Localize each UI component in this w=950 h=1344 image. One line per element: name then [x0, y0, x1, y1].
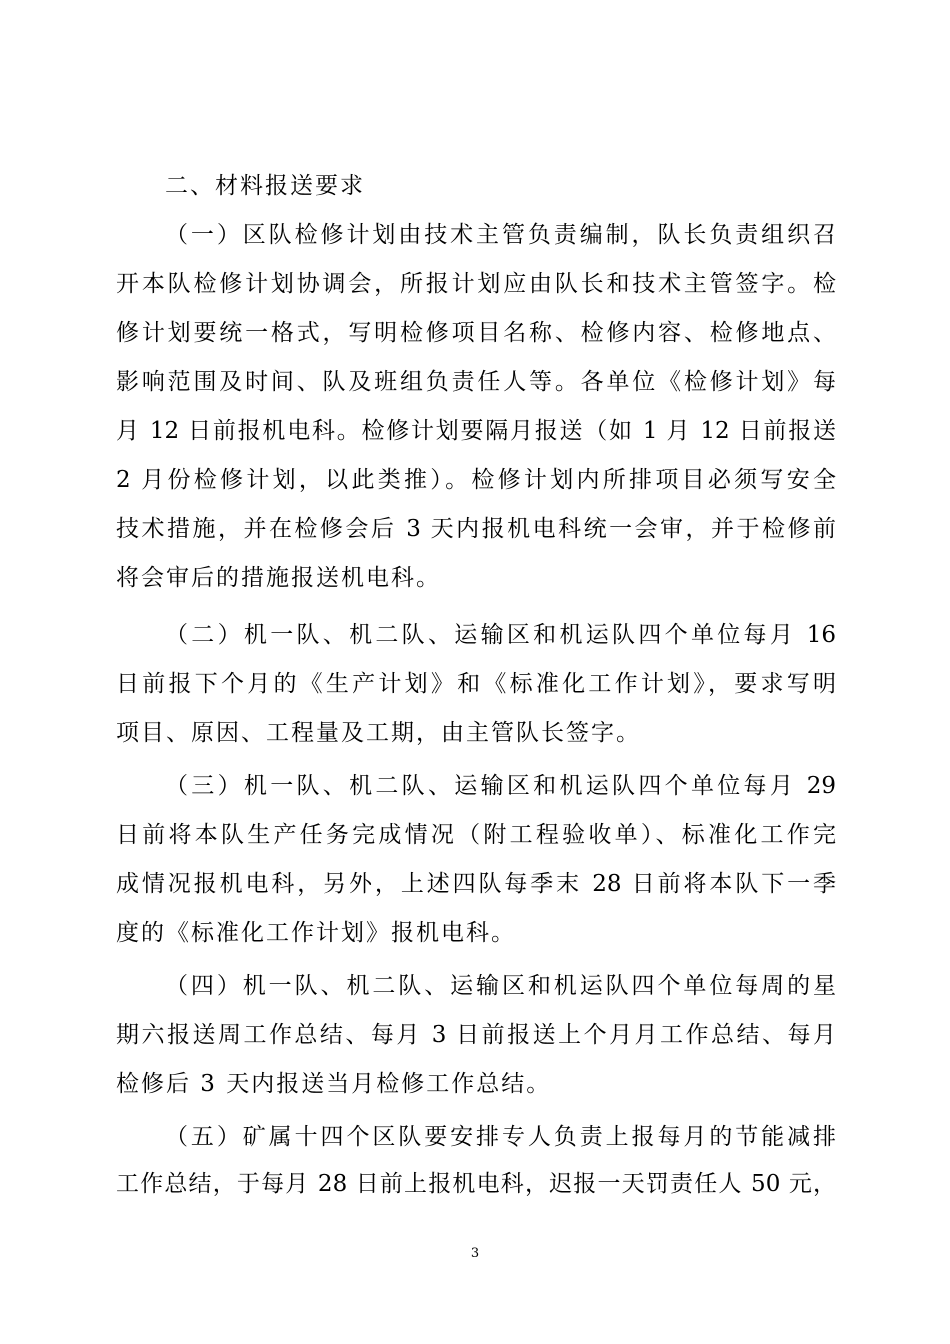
paragraph-1-line-5: 月 12 日前报机电科。检修计划要隔月报送（如 1 月 12 日前报送 [116, 418, 836, 444]
paragraph-1-line-1: （一）区队检修计划由技术主管负责编制，队长负责组织召 [165, 222, 836, 248]
paragraph-2-line-2: 日前报下个月的《生产计划》和《标准化工作计划》，要求写明 [116, 671, 836, 697]
paragraph-2-line-1: （二）机一队、机二队、运输区和机运队四个单位每月 16 [165, 622, 836, 648]
paragraph-1-line-7: 技术措施，并在检修会后 3 天内报机电科统一会审，并于检修前 [116, 516, 836, 542]
paragraph-3-line-2: 日前将本队生产任务完成情况（附工程验收单）、标准化工作完 [116, 822, 836, 848]
paragraph-1-line-8: 将会审后的措施报送机电科。 [116, 565, 441, 591]
paragraph-3-line-3: 成情况报机电科，另外，上述四队每季末 28 日前将本队下一季 [116, 871, 836, 897]
paragraph-1-line-4: 影响范围及时间、队及班组负责任人等。各单位《检修计划》每 [116, 369, 836, 395]
paragraph-4-line-3: 检修后 3 天内报送当月检修工作总结。 [116, 1071, 552, 1097]
paragraph-4-line-2: 期六报送周工作总结、每月 3 日前报送上个月月工作总结、每月 [116, 1022, 836, 1048]
paragraph-3-line-1: （三）机一队、机二队、运输区和机运队四个单位每月 29 [165, 773, 836, 799]
paragraph-2-line-3: 项目、原因、工程量及工期，由主管队长签字。 [116, 720, 641, 746]
paragraph-4-line-1: （四）机一队、机二队、运输区和机运队四个单位每周的星 [165, 973, 836, 999]
paragraph-1-line-3: 修计划要统一格式，写明检修项目名称、检修内容、检修地点、 [116, 320, 836, 346]
paragraph-3-line-4: 度的《标准化工作计划》报机电科。 [116, 920, 516, 946]
page-number: 3 [470, 1246, 480, 1261]
paragraph-1-line-6: 2 月份检修计划，以此类推）。检修计划内所排项目必须写安全 [116, 467, 836, 493]
paragraph-1-line-2: 开本队检修计划协调会，所报计划应由队长和技术主管签字。检 [116, 271, 836, 297]
section-heading: 二、材料报送要求 [165, 173, 365, 199]
paragraph-5-line-2: 工作总结，于每月 28 日前上报机电科，迟报一天罚责任人 50 元， [116, 1171, 836, 1197]
paragraph-5-line-1: （五）矿属十四个区队要安排专人负责上报每月的节能减排 [165, 1124, 836, 1150]
